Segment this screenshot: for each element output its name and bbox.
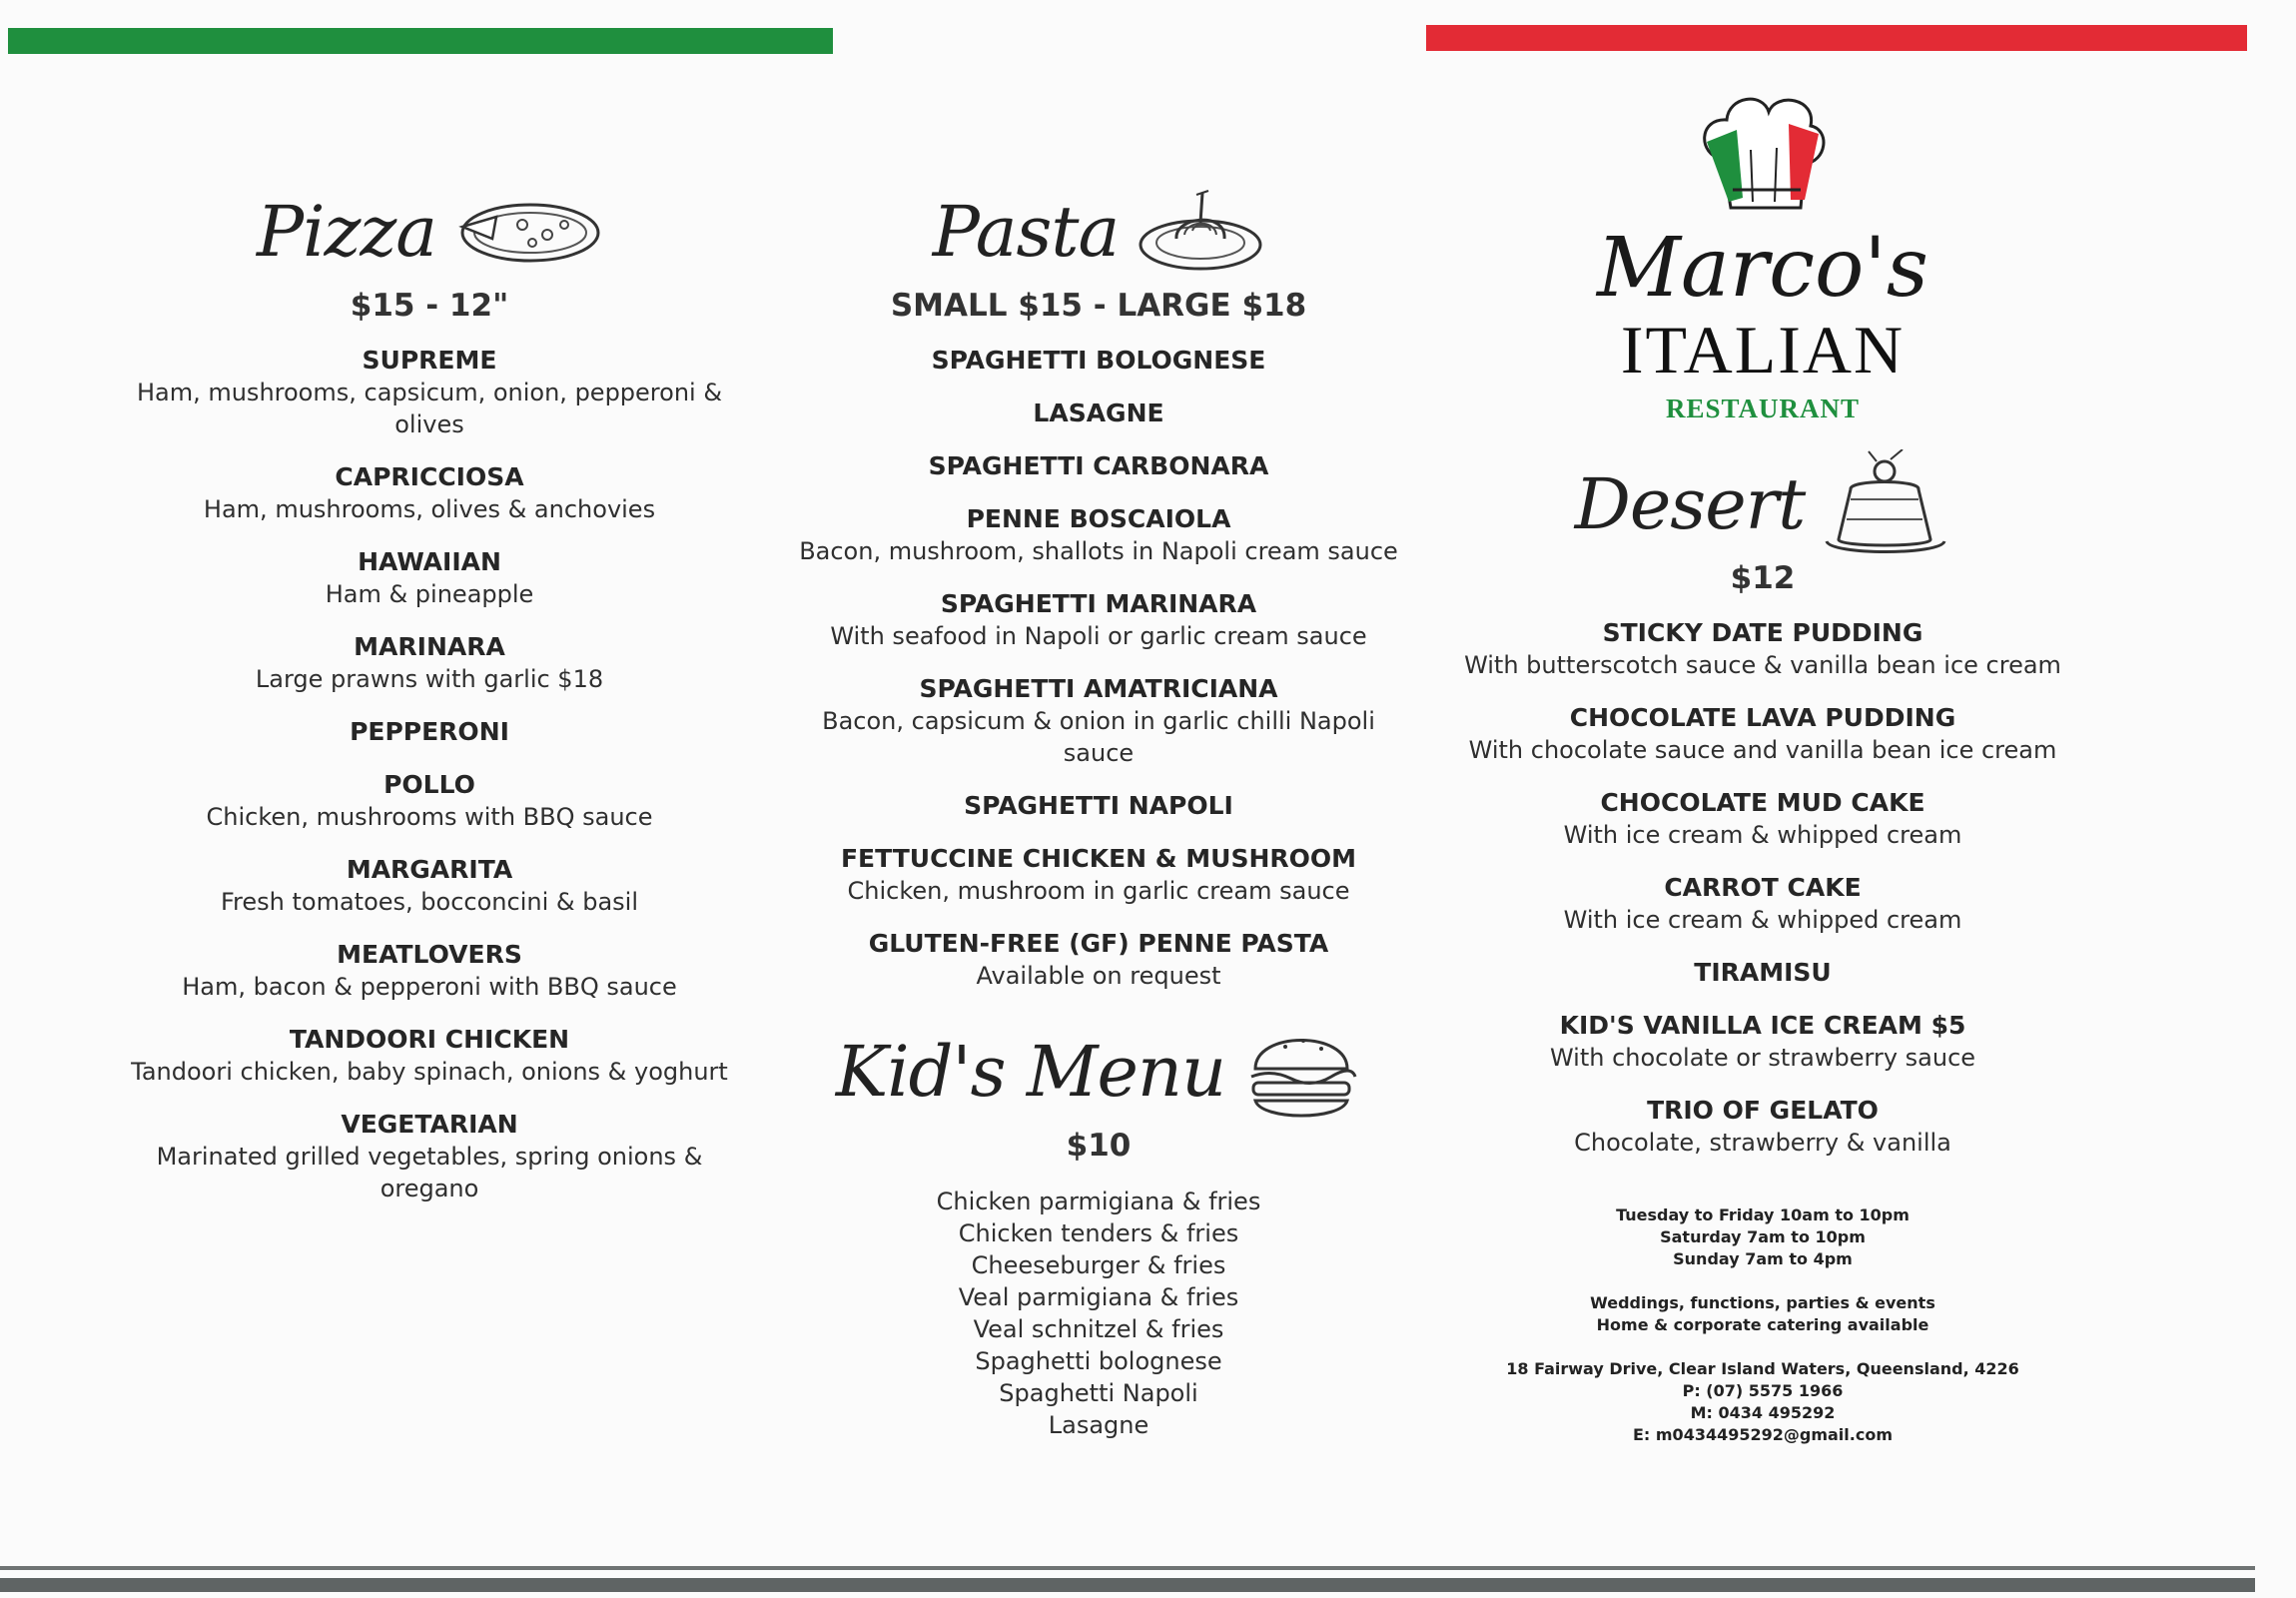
kids-heading <box>799 1020 1398 1124</box>
menu-item <box>799 502 1398 567</box>
pizza-price: $15 - 12" <box>350 288 509 324</box>
bottom-band <box>0 1578 2255 1592</box>
hours-line: Sunday 7am to 4pm <box>1673 1249 1853 1268</box>
kids-menu-item: Spaghetti Napoli <box>999 1379 1198 1407</box>
kids-price: $10 <box>1066 1128 1132 1164</box>
brand-and-desert-section <box>1448 90 2077 1446</box>
menu-item-name: SPAGHETTI MARINARA <box>940 589 1257 618</box>
mobile: M: 0434 495292 <box>1690 1403 1836 1422</box>
brand-script-name: Marco's <box>1597 221 1928 316</box>
menu-item-description: Ham, mushrooms, capsicum, onion, pepperoni & olives <box>136 379 723 438</box>
menu-item-description: With chocolate or strawberry sauce <box>1549 1044 1976 1072</box>
hours-line: Tuesday to Friday 10am to 10pm <box>1616 1205 1910 1224</box>
desert-heading <box>1448 452 2077 556</box>
menu-item <box>130 1108 729 1204</box>
menu-item-name: MEATLOVERS <box>337 940 522 969</box>
kids-menu-item: Chicken tenders & fries <box>958 1219 1239 1247</box>
menu-item-description: Tandoori chicken, baby spinach, onions & yoghurt <box>131 1058 728 1086</box>
menu-item <box>1448 1009 2077 1074</box>
green-stripe <box>8 28 833 54</box>
services-info <box>1448 1292 2077 1336</box>
menu-item-description: Fresh tomatoes, bocconcini & basil <box>220 888 638 916</box>
menu-item <box>130 344 729 440</box>
menu-item <box>799 344 1398 377</box>
opening-hours <box>1448 1204 2077 1270</box>
menu-item-name: LASAGNE <box>1033 399 1164 427</box>
menu-item-name: SUPREME <box>362 346 497 375</box>
menu-item-name: SPAGHETTI BOLOGNESE <box>931 346 1266 375</box>
burger-icon <box>1241 1017 1361 1127</box>
menu-item-name: TIRAMISU <box>1694 958 1832 987</box>
kids-menu-item: Lasagne <box>1048 1411 1149 1439</box>
contact-info <box>1448 1358 2077 1446</box>
menu-item-name: CAPRICCIOSA <box>335 462 524 491</box>
menu-item-name: SPAGHETTI NAPOLI <box>964 791 1233 820</box>
menu-item-name: SPAGHETTI CARBONARA <box>928 451 1269 480</box>
menu-item <box>799 449 1398 482</box>
menu-item-description: With ice cream & whipped cream <box>1563 906 1962 934</box>
menu-item-description: Large prawns with garlic $18 <box>255 665 604 693</box>
pizza-section <box>130 180 729 1204</box>
menu-item <box>799 842 1398 907</box>
pizza-icon <box>452 195 602 269</box>
menu-item-description: Ham, bacon & pepperoni with BBQ sauce <box>182 973 677 1001</box>
desert-title: Desert <box>1574 463 1806 545</box>
menu-item-description: With butterscotch sauce & vanilla bean ice cream <box>1464 651 2061 679</box>
restaurant-logo <box>1448 90 2077 424</box>
menu-item <box>799 789 1398 822</box>
menu-item <box>130 630 729 695</box>
menu-item-name: PEPPERONI <box>350 717 509 746</box>
menu-item-name: CHOCOLATE MUD CAKE <box>1600 788 1925 817</box>
pizza-heading <box>130 180 729 284</box>
menu-item-description: With seafood in Napoli or garlic cream sauce <box>830 622 1367 650</box>
kids-menu-item: Chicken parmigiana & fries <box>936 1188 1261 1215</box>
pasta-heading <box>799 180 1398 284</box>
services-line: Home & corporate catering available <box>1596 1315 1929 1334</box>
menu-item <box>130 938 729 1003</box>
desert-items <box>1448 616 2077 1159</box>
menu-item-name: KID'S VANILLA ICE CREAM $5 <box>1559 1011 1966 1040</box>
menu-item-name: SPAGHETTI AMATRICIANA <box>919 674 1278 703</box>
desert-price: $12 <box>1730 560 1796 596</box>
menu-item <box>799 927 1398 992</box>
menu-item-name: GLUTEN-FREE (GF) PENNE PASTA <box>868 929 1329 958</box>
menu-item-description: With ice cream & whipped cream <box>1563 821 1962 849</box>
brand-subtitle: RESTAURANT <box>1665 394 1861 423</box>
pizza-title: Pizza <box>257 191 436 273</box>
red-stripe <box>1426 25 2247 51</box>
menu-item-description: Chicken, mushroom in garlic cream sauce <box>847 877 1350 905</box>
menu-item <box>1448 956 2077 989</box>
pasta-section <box>799 180 1398 1441</box>
pasta-items <box>799 344 1398 992</box>
menu-item <box>130 768 729 833</box>
menu-item <box>130 1023 729 1088</box>
menu-item-name: TRIO OF GELATO <box>1647 1096 1879 1125</box>
kids-items <box>799 1186 1398 1441</box>
menu-item-description: With chocolate sauce and vanilla bean ice cream <box>1468 736 2057 764</box>
menu-item <box>1448 701 2077 766</box>
menu-item <box>799 587 1398 652</box>
menu-item-description: Ham, mushrooms, olives & anchovies <box>203 495 656 523</box>
menu-item <box>130 460 729 525</box>
address: 18 Fairway Drive, Clear Island Waters, Queensland, 4226 <box>1506 1359 2019 1378</box>
menu-item-name: POLLO <box>383 770 475 799</box>
menu-item-name: CHOCOLATE LAVA PUDDING <box>1569 703 1956 732</box>
hours-line: Saturday 7am to 10pm <box>1660 1227 1866 1246</box>
menu-item-name: TANDOORI CHICKEN <box>289 1025 570 1054</box>
menu-item-description: Marinated grilled vegetables, spring onions & oregano <box>156 1143 703 1202</box>
menu-item-description: Bacon, capsicum & onion in garlic chilli Napoli sauce <box>822 707 1375 767</box>
kids-menu-item: Veal schnitzel & fries <box>973 1315 1224 1343</box>
menu-item-name: MARGARITA <box>346 855 513 884</box>
menu-item <box>1448 786 2077 851</box>
menu-item <box>1448 871 2077 936</box>
menu-item-name: MARINARA <box>354 632 505 661</box>
pudding-icon <box>1821 449 1950 559</box>
menu-item-name: STICKY DATE PUDDING <box>1602 618 1923 647</box>
kids-menu-item: Spaghetti bolognese <box>975 1347 1222 1375</box>
brand-name: ITALIAN <box>1620 312 1906 388</box>
services-line: Weddings, functions, parties & events <box>1590 1293 1935 1312</box>
menu-item-name: CARROT CAKE <box>1664 873 1862 902</box>
pasta-price: SMALL $15 - LARGE $18 <box>890 288 1307 324</box>
kids-menu-item: Cheeseburger & fries <box>971 1251 1226 1279</box>
menu-item-description: Ham & pineapple <box>325 580 534 608</box>
menu-item-name: FETTUCCINE CHICKEN & MUSHROOM <box>840 844 1357 873</box>
menu-item <box>130 545 729 610</box>
menu-item-name: PENNE BOSCAIOLA <box>966 504 1231 533</box>
menu-item <box>1448 1094 2077 1159</box>
phone: P: (07) 5575 1966 <box>1682 1381 1844 1400</box>
menu-item-name: HAWAIIAN <box>358 547 501 576</box>
menu-item-name: VEGETARIAN <box>341 1110 518 1139</box>
menu-item <box>130 853 729 918</box>
menu-item <box>799 672 1398 769</box>
pasta-title: Pasta <box>932 191 1120 273</box>
menu-item-description: Chicken, mushrooms with BBQ sauce <box>206 803 653 831</box>
email: E: m0434495292@gmail.com <box>1632 1425 1893 1444</box>
chef-hat-icon <box>1693 90 1833 220</box>
menu-item <box>1448 616 2077 681</box>
kids-title: Kid's Menu <box>835 1031 1226 1113</box>
menu-item <box>799 397 1398 429</box>
pizza-items <box>130 344 729 1204</box>
menu-item-description: Available on request <box>976 962 1221 990</box>
menu-item-description: Chocolate, strawberry & vanilla <box>1574 1129 1951 1157</box>
menu-item <box>130 715 729 748</box>
kids-menu-item: Veal parmigiana & fries <box>958 1283 1239 1311</box>
pasta-plate-icon <box>1135 187 1264 277</box>
menu-item-description: Bacon, mushroom, shallots in Napoli cream sauce <box>799 537 1398 565</box>
bottom-rule <box>0 1566 2255 1570</box>
